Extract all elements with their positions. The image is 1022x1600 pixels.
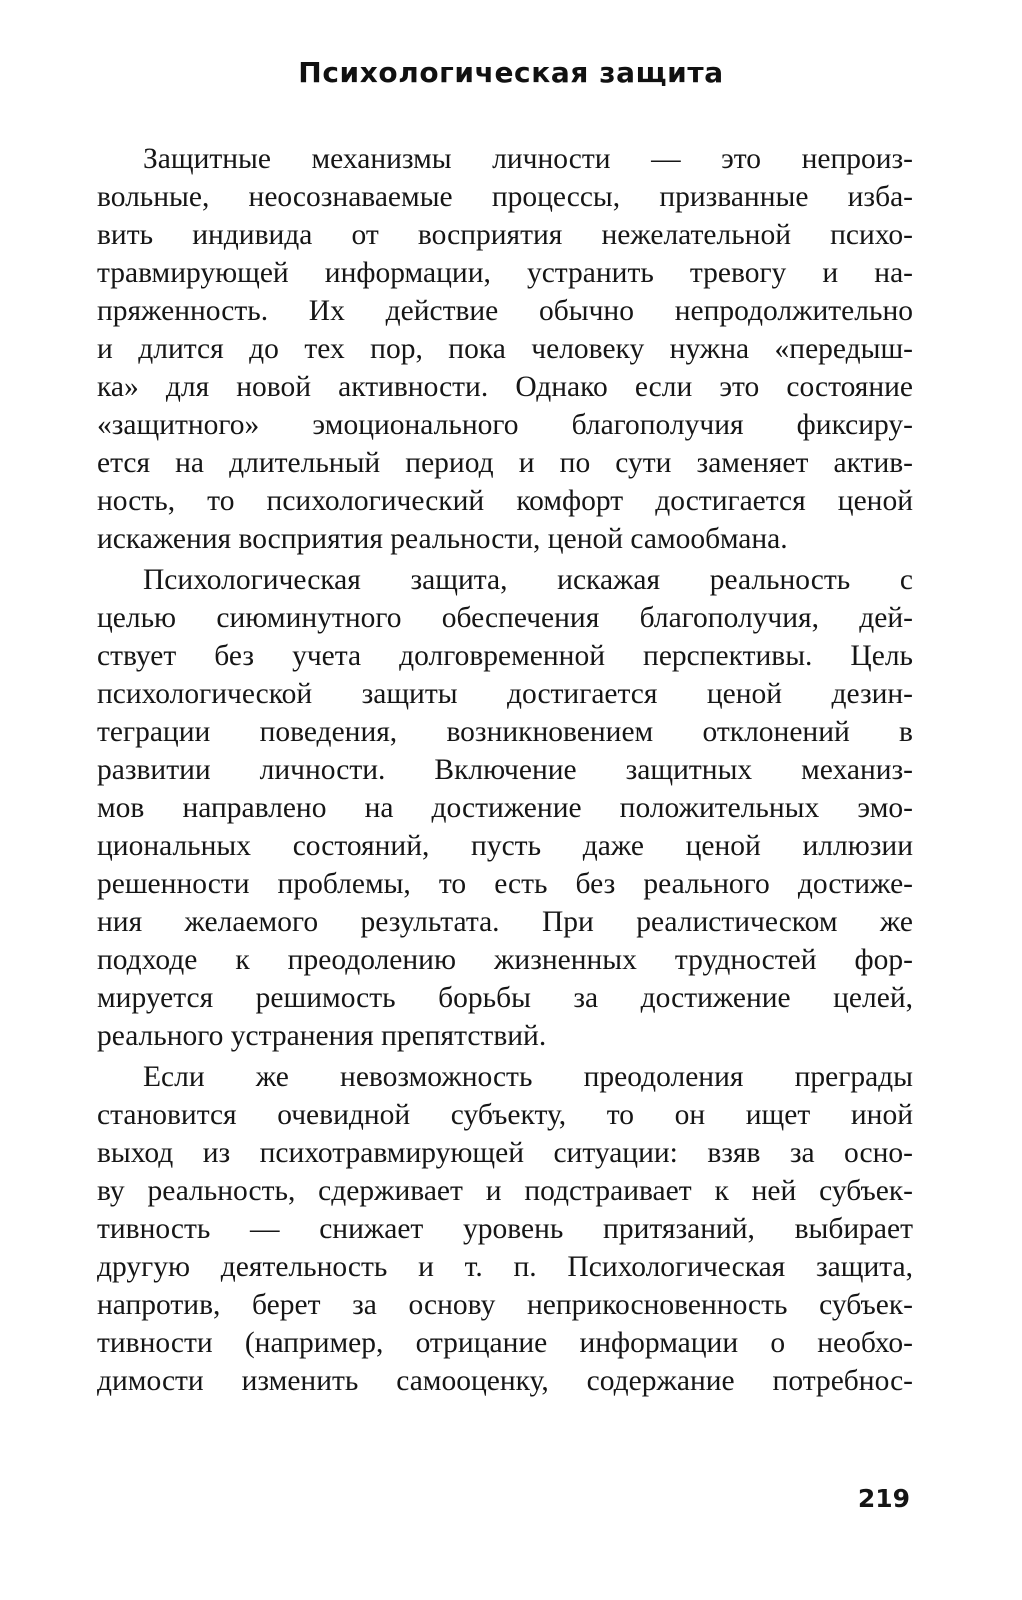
text-line: целью сиюминутного обеспечения благополучия, дей- xyxy=(97,602,913,634)
text-line: тивности (например, отрицание информации о необхо- xyxy=(97,1327,913,1359)
text-line: решенности проблемы, то есть без реального достиже- xyxy=(97,868,913,900)
text-line: искажения восприятия реальности, ценой самообмана. xyxy=(97,523,788,555)
text-line: Защитные механизмы личности — это непроиз- xyxy=(143,143,913,175)
text-line: димости изменить самооценку, содержание потребнос- xyxy=(97,1365,913,1397)
text-line: ка» для новой активности. Однако если это состояние xyxy=(97,371,913,403)
text-line: «защитного» эмоционального благополучия фиксиру- xyxy=(97,409,913,441)
text-line: выход из психотравмирующей ситуации: взяв за осно- xyxy=(97,1137,913,1169)
page-number: 219 xyxy=(857,1484,910,1513)
text-line: другую деятельность и т. п. Психологическая защита, xyxy=(97,1251,913,1283)
text-line: мов направлено на достижение положительных эмо- xyxy=(97,792,913,824)
text-line: ность, то психологический комфорт достигается ценой xyxy=(97,485,913,517)
text-line: развитии личности. Включение защитных механиз- xyxy=(97,754,913,786)
text-line: Психологическая защита, искажая реальность с xyxy=(143,564,913,596)
text-line: напротив, берет за основу неприкосновенность субъек- xyxy=(97,1289,913,1321)
text-line: циональных состояний, пусть даже ценой иллюзии xyxy=(97,830,913,862)
text-line: ствует без учета долговременной перспективы. Цель xyxy=(97,640,913,672)
text-line: вить индивида от восприятия нежелательной психо- xyxy=(97,219,913,251)
text-line: тивность — снижает уровень притязаний, выбирает xyxy=(97,1213,913,1245)
text-line: подходе к преодолению жизненных трудностей фор- xyxy=(97,944,913,976)
text-line: психологической защиты достигается ценой дезин- xyxy=(97,678,913,710)
page-title: Психологическая защита xyxy=(298,56,724,89)
text-line: вольные, неосознаваемые процессы, призванные изба- xyxy=(97,181,913,213)
text-line: ется на длительный период и по сути заменяет актив- xyxy=(97,447,913,479)
text-line: и длится до тех пор, пока человеку нужна «передыш- xyxy=(97,333,913,365)
text-line: мируется решимость борьбы за достижение целей, xyxy=(97,982,913,1014)
text-line: пряженность. Их действие обычно непродолжительно xyxy=(97,295,913,327)
text-line: теграции поведения, возникновением отклонений в xyxy=(97,716,913,748)
text-line: ния желаемого результата. При реалистическом же xyxy=(97,906,913,938)
text-line: Если же невозможность преодоления преграды xyxy=(143,1061,913,1093)
text-line: становится очевидной субъекту, то он ищет иной xyxy=(97,1099,913,1131)
text-line: ву реальность, сдерживает и подстраивает к ней субъек- xyxy=(97,1175,913,1207)
text-line: реального устранения препятствий. xyxy=(97,1020,547,1052)
text-line: травмирующей информации, устранить тревогу и на- xyxy=(97,257,913,289)
